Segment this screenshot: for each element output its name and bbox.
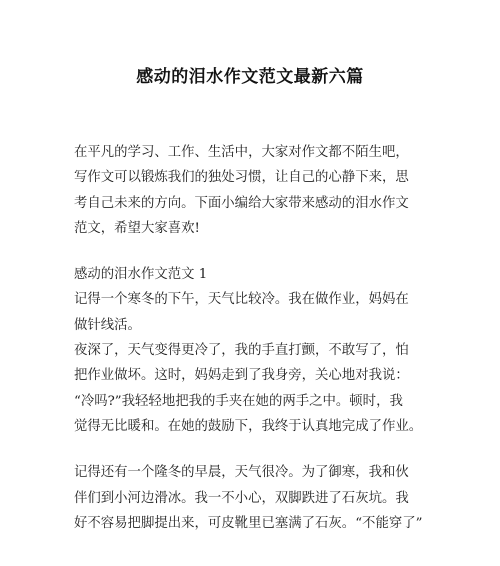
paragraph-line: 好不容易把脚提出来，可皮靴里已塞满了石灰。“不能穿了”	[74, 515, 423, 531]
paragraph-gap	[74, 241, 434, 262]
paragraph-line: 记得还有一个隆冬的早晨，天气很冷。为了御寒，我和伙	[74, 465, 409, 481]
section-heading: 感动的泪水作文范文 1	[74, 267, 208, 283]
paragraph-gap	[74, 439, 434, 460]
paragraph-line: 觉得无比暖和。在她的鼓励下，我终于认真地完成了作业。	[74, 418, 423, 434]
paragraph-line: “冷吗?”我轻轻地把我的手夹在她的两手之中。顿时，我	[74, 393, 403, 409]
intro-line: 在平凡的学习、工作、生活中，大家对作文都不陌生吧，	[74, 145, 409, 160]
document-title: 感动的泪水作文范文最新六篇	[136, 67, 364, 87]
intro-line: 写作文可以锻炼我们的独处习惯，让自己的心静下来，思	[74, 170, 409, 186]
paragraph-line: 夜深了，天气变得更冷了，我的手直打颤，不敢写了，怕	[74, 343, 409, 359]
paragraph-line: 做针线活。	[74, 317, 141, 333]
intro-line: 范文，希望大家喜欢!	[74, 220, 200, 236]
document-body	[74, 140, 434, 536]
paragraph-line: 记得一个寒冬的下午，天气比较冷。我在做作业，妈妈在	[74, 292, 409, 308]
intro-line: 考自己未来的方向。下面小编给大家带来感动的泪水作文	[74, 195, 409, 211]
paragraph-line: 伴们到小河边滑冰。我一不小心，双脚跌进了石灰坑。我	[74, 490, 409, 506]
paragraph-line: 把作业做坏。这时，妈妈走到了我身旁，关心地对我说：	[74, 368, 409, 384]
